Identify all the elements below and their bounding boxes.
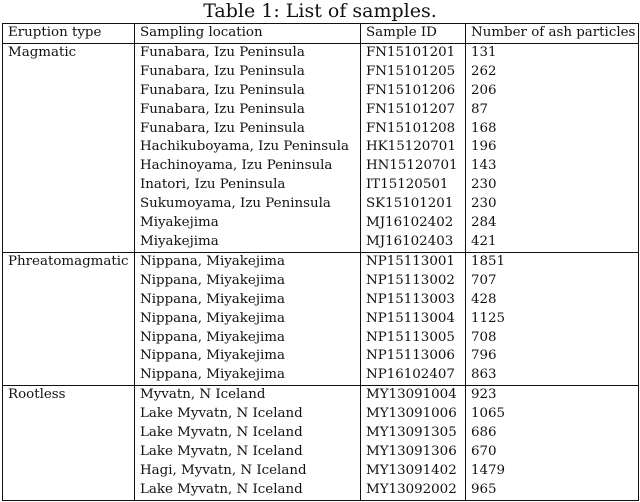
eruption-type-cell <box>3 63 135 82</box>
ash-particle-count-cell: 421 <box>466 233 639 252</box>
header-sample-id: Sample ID <box>361 24 466 44</box>
sampling-location-cell: Hachinoyama, Izu Peninsula <box>135 157 361 176</box>
sample-id-cell: HK15120701 <box>361 138 466 157</box>
sample-id-cell: NP15113004 <box>361 310 466 329</box>
eruption-type-cell <box>3 157 135 176</box>
table-row <box>3 214 639 233</box>
eruption-type-cell <box>3 272 135 291</box>
table-row <box>3 462 639 481</box>
eruption-type-cell <box>3 405 135 424</box>
table-row <box>3 443 639 462</box>
sampling-location-cell: Funabara, Izu Peninsula <box>135 120 361 139</box>
table-row <box>3 101 639 120</box>
ash-particle-count-cell: 707 <box>466 272 639 291</box>
sampling-location-cell: Nippana, Miyakejima <box>135 310 361 329</box>
sample-id-cell: SK15101201 <box>361 195 466 214</box>
ash-particle-count-cell: 1851 <box>466 252 639 271</box>
table-row <box>3 481 639 500</box>
sample-id-cell: MY13092002 <box>361 481 466 500</box>
sample-id-cell: MY13091006 <box>361 405 466 424</box>
sampling-location-cell: Lake Myvatn, N Iceland <box>135 424 361 443</box>
header-sampling-location: Sampling location <box>135 24 361 44</box>
ash-particle-count-cell: 230 <box>466 176 639 195</box>
ash-particle-count-cell: 686 <box>466 424 639 443</box>
sample-id-cell: MY13091004 <box>361 386 466 405</box>
table-row <box>3 310 639 329</box>
eruption-type-cell <box>3 291 135 310</box>
table-row <box>3 195 639 214</box>
sampling-location-cell: Nippana, Miyakejima <box>135 291 361 310</box>
header-row <box>3 24 639 44</box>
ash-particle-count-cell: 206 <box>466 82 639 101</box>
ash-particle-count-cell: 196 <box>466 138 639 157</box>
samples-table <box>2 23 639 501</box>
sampling-location-cell: Funabara, Izu Peninsula <box>135 63 361 82</box>
table-row <box>3 347 639 366</box>
table-row <box>3 252 639 271</box>
table-row <box>3 63 639 82</box>
table-row <box>3 138 639 157</box>
sample-id-cell: FN15101208 <box>361 120 466 139</box>
table-row <box>3 233 639 252</box>
eruption-type-cell <box>3 347 135 366</box>
eruption-type-cell <box>3 195 135 214</box>
table-row <box>3 366 639 385</box>
ash-particle-count-cell: 1479 <box>466 462 639 481</box>
ash-particle-count-cell: 284 <box>466 214 639 233</box>
eruption-type-cell <box>3 424 135 443</box>
ash-particle-count-cell: 670 <box>466 443 639 462</box>
header-ash-particle-count: Number of ash particles <box>466 24 639 44</box>
eruption-type-cell <box>3 481 135 500</box>
sampling-location-cell: Nippana, Miyakejima <box>135 347 361 366</box>
table-body <box>3 43 639 500</box>
sampling-location-cell: Nippana, Miyakejima <box>135 252 361 271</box>
sampling-location-cell: Miyakejima <box>135 214 361 233</box>
table-row <box>3 120 639 139</box>
eruption-type-cell <box>3 462 135 481</box>
sample-id-cell: NP15113003 <box>361 291 466 310</box>
eruption-type-cell: Magmatic <box>3 43 135 62</box>
sampling-location-cell: Myvatn, N Iceland <box>135 386 361 405</box>
ash-particle-count-cell: 262 <box>466 63 639 82</box>
ash-particle-count-cell: 428 <box>466 291 639 310</box>
table-row <box>3 329 639 348</box>
ash-particle-count-cell: 131 <box>466 43 639 62</box>
sampling-location-cell: Miyakejima <box>135 233 361 252</box>
sampling-location-cell: Funabara, Izu Peninsula <box>135 82 361 101</box>
eruption-type-cell <box>3 366 135 385</box>
sample-id-cell: MY13091305 <box>361 424 466 443</box>
ash-particle-count-cell: 143 <box>466 157 639 176</box>
sample-id-cell: FN15101206 <box>361 82 466 101</box>
table-row <box>3 386 639 405</box>
sample-id-cell: NP15113002 <box>361 272 466 291</box>
sampling-location-cell: Lake Myvatn, N Iceland <box>135 481 361 500</box>
ash-particle-count-cell: 863 <box>466 366 639 385</box>
table-row <box>3 43 639 62</box>
sampling-location-cell: Nippana, Miyakejima <box>135 366 361 385</box>
sample-id-cell: IT15120501 <box>361 176 466 195</box>
eruption-type-cell <box>3 233 135 252</box>
eruption-type-cell <box>3 82 135 101</box>
table-row <box>3 424 639 443</box>
eruption-type-cell <box>3 310 135 329</box>
ash-particle-count-cell: 923 <box>466 386 639 405</box>
sample-id-cell: MY13091402 <box>361 462 466 481</box>
sampling-location-cell: Funabara, Izu Peninsula <box>135 101 361 120</box>
table-row <box>3 157 639 176</box>
sample-id-cell: HN15120701 <box>361 157 466 176</box>
eruption-type-cell: Rootless <box>3 386 135 405</box>
table-row <box>3 272 639 291</box>
ash-particle-count-cell: 796 <box>466 347 639 366</box>
eruption-type-cell <box>3 176 135 195</box>
ash-particle-count-cell: 1065 <box>466 405 639 424</box>
sampling-location-cell: Lake Myvatn, N Iceland <box>135 443 361 462</box>
sampling-location-cell: Sukumoyama, Izu Peninsula <box>135 195 361 214</box>
table-row <box>3 82 639 101</box>
sample-id-cell: FN15101207 <box>361 101 466 120</box>
sample-id-cell: MJ16102403 <box>361 233 466 252</box>
eruption-type-cell <box>3 138 135 157</box>
eruption-type-cell: Phreatomagmatic <box>3 252 135 271</box>
sampling-location-cell: Funabara, Izu Peninsula <box>135 43 361 62</box>
sampling-location-cell: Nippana, Miyakejima <box>135 329 361 348</box>
table-row <box>3 176 639 195</box>
sampling-location-cell: Hachikuboyama, Izu Peninsula <box>135 138 361 157</box>
header-eruption-type: Eruption type <box>3 24 135 44</box>
sample-id-cell: NP15113005 <box>361 329 466 348</box>
sample-id-cell: FN15101201 <box>361 43 466 62</box>
sampling-location-cell: Lake Myvatn, N Iceland <box>135 405 361 424</box>
sample-id-cell: MJ16102402 <box>361 214 466 233</box>
ash-particle-count-cell: 708 <box>466 329 639 348</box>
table-caption: Table 1: List of samples. <box>203 0 437 22</box>
ash-particle-count-cell: 168 <box>466 120 639 139</box>
eruption-type-cell <box>3 443 135 462</box>
sample-id-cell: MY13091306 <box>361 443 466 462</box>
ash-particle-count-cell: 87 <box>466 101 639 120</box>
sampling-location-cell: Nippana, Miyakejima <box>135 272 361 291</box>
sample-id-cell: NP15113006 <box>361 347 466 366</box>
ash-particle-count-cell: 965 <box>466 481 639 500</box>
sample-id-cell: NP16102407 <box>361 366 466 385</box>
table-row <box>3 291 639 310</box>
eruption-type-cell <box>3 101 135 120</box>
ash-particle-count-cell: 230 <box>466 195 639 214</box>
sampling-location-cell: Hagi, Myvatn, N Iceland <box>135 462 361 481</box>
table-row <box>3 405 639 424</box>
sample-id-cell: NP15113001 <box>361 252 466 271</box>
sample-id-cell: FN15101205 <box>361 63 466 82</box>
eruption-type-cell <box>3 120 135 139</box>
ash-particle-count-cell: 1125 <box>466 310 639 329</box>
eruption-type-cell <box>3 329 135 348</box>
eruption-type-cell <box>3 214 135 233</box>
sampling-location-cell: Inatori, Izu Peninsula <box>135 176 361 195</box>
